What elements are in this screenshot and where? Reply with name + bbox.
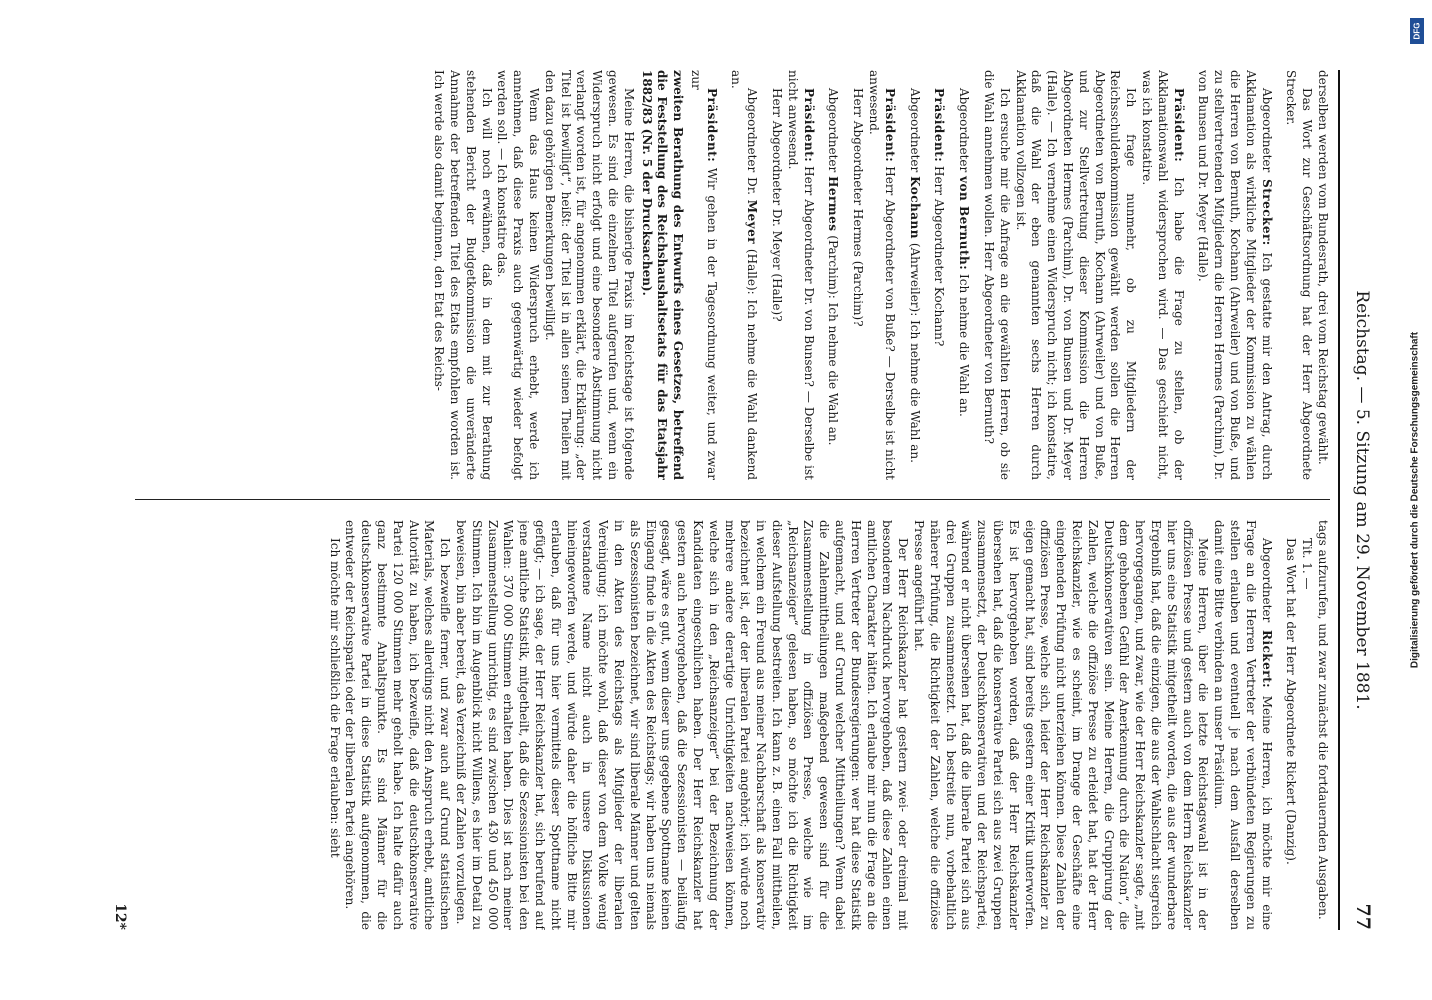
speech-paragraph — [1210, 520, 1273, 930]
scanned-page — [36, 25, 1396, 975]
speech-paragraph — [687, 70, 719, 480]
body-paragraph: Herr Abgeordneter Dr. Meyer (Halle)? — [770, 88, 785, 322]
body-paragraph: derselben werden vom Bundesrath, drei vom Reichstag gewählt. — [1316, 70, 1330, 465]
speech-text: Ich gestatte mir den Antrag, durch Akklamation als wirkliche Mitglieder der Kommission zu wählen die Herren von Bernuth, Kochann (Ahrweiler) und von Buße, und zu stellvertretenden Mitgliedern die Herren Hermes (Parchim), Dr. von Bunsen und Dr. Meyer (Halle). — [1196, 70, 1274, 480]
body-paragraph: Ich möchte mir schließlich die Frage erlauben: sieht — [327, 538, 342, 858]
speaker-prefix: Abgeordneter — [826, 88, 841, 177]
speaker-name: Präsident: — [1171, 88, 1186, 163]
speaker-name: Strecker: — [1259, 179, 1274, 246]
speaker-name: von Bernuth: — [957, 176, 972, 271]
body-paragraph: Meine Herren, die bisherige Praxis im Reichstage ist folgende gewesen. Es sind die einzelnen Titel aufgerufen und, wenn ein Widerspruch nicht erfolgt und eine besondere Abstimmung nicht verlangt worden ist, für angenommen erklärt, die Erklärung: „der Titel ist bewilligt“, heißt: der Titel ist in allen seinen Theilen mit den dazu gehörigen Bemerkungen bewilligt. — [542, 70, 636, 480]
header-rule — [1338, 70, 1340, 930]
speaker-prefix: Abgeordneter — [957, 88, 972, 177]
speaker-prefix: Abgeordneter — [907, 88, 922, 177]
speaker-prefix: Abgeordneter — [1259, 88, 1274, 180]
speaker-name: Rickert: — [1259, 629, 1274, 689]
speech-paragraph — [1195, 70, 1274, 480]
speech-paragraph — [784, 70, 816, 480]
digitization-credit — [1402, 10, 1428, 990]
column-divider — [135, 499, 1330, 500]
dfg-logo — [1410, 18, 1424, 44]
paragraph-gap — [1274, 520, 1283, 930]
speech-text: (Parchim): Ich nehme die Wahl an. — [826, 231, 841, 446]
paragraph-gap — [1186, 70, 1195, 480]
page-number: 77 — [1352, 903, 1374, 930]
speaker-name: Präsident: — [801, 88, 816, 163]
body-paragraph: Meine Herren, über die letzte Reichstagswahl ist in der offiziösen Presse und gestern auch von dem Herrn Reichskanzler hier uns eine Statistik mitgetheilt worden, die aus der wunderbare Ergebniß hat, daß die einzigen, die aus der Wahlschlacht siegreich hervorgegangen, und zwar, wie der Herr Reichskanzler sagte, „mit dem gehobenen Gefühl der Anerkennung durch die Nation“, die Deutschkonservativen sein. Meine Herren, die Gruppirung der Zahlen, welche die offiziöse Presse zu erleidet hat, hat der Herr Reichskanzler, wie es scheint, im Drange der Geschäfte eine eingehenden Prüfung nicht unterziehen können. Diese Zahlen der offiziösen Presse, welche sich, leider der Herr Reichskanzler zu eigen gemacht hat, sind bereits gestern einer Kritik unterworfen. Es ist hervorgehoben worden, daß der Herr Reichskanzler übersehen hat, daß die konservative Partei sich aus zwei Gruppen zusammensetzt, der Deutschkonservativen und der Reichspartei, während er nicht übersehen hat, daß die liberale Partei sich aus drei Gruppen zusammensetzt. Ich bestreite nun, vorbehaltlich näherer Prüfung, die Richtigkeit der Zahlen, welche die offiziöse Presse angeführt hat. — [912, 520, 1211, 930]
body-paragraph: Ich frage nunmehr, ob zu Mitgliedern der Reichsschuldenkommission gewählt werden sollen die Herren Abgeordneten von Bernuth, Kochann (Ahrweiler) und von Buße, und zur Stellvertretung dieser Kommission die Herren Abgeordneten Hermes (Parchim), Dr. von Bunsen und Dr. Meyer (Halle). — Ich vernehme einen Widerspruch nicht; ich konstatire, daß die Wahl der eben genannten sechs Herren durch Akklamation vollzogen ist. — [1013, 70, 1139, 480]
running-title: Reichstag. — 5. Sitzung am 29. November 1881. — [1352, 290, 1372, 710]
body-paragraph: Der Herr Reichskanzler hat gestern zwei- oder dreimal mit besonderem Nachdruck hervorgehoben, daß diese Zahlen einen amtlichen Charakter hätten. Ich erlaube mir nun die Frage an die Herren Vertreter der Bundesregierungen: wer hat diese Statistik aufgemacht, und auf Grund welcher Mittheilungen? Wenn dabei die Zahlenmittheilungen maßgebend gewesen sind für die Zusammenstellung in offiziösen Presse, welche wie im „Reichsanzeiger“ gelesen haben, so möchte ich die Richtigkeit dieser Aufstellung bestreiten. Ich kann z. B. einen Fall mittheilen, in welchem ein Freund aus meiner Nachbarschaft als konservativ bezeichnet ist, der der liberalen Partei angehört; ich würde noch mehrere andere derartige Unrichtigkeiten nachweisen können, welche sich in den „Reichsanzeiger“ bei der Bezeichnung der Kandidaten eingeschlichen haben. Der Herr Reichskanzler hat gestern auch hervorgehoben, daß die Sezessionisten — beiläufig gesagt, wäre es gut, wenn dieser uns gegebene Spottname keinen Eingang finde in die Akten des Reichstags; wir haben uns niemals als Sezessionisten bezeichnet, wir sind liberale Männer und gelten in den Akten des Reichstags als Mitglieder der liberalen Vereinigung; ich möchte wohl, daß dieser von dem Volke wenig verstandene Name nicht auch in unsere Diskussionen hineingeworfen werde, und würde daher die höfliche Bitte mir erlauben, daß für uns hier vermittels dieser Spottname nicht gefügt; — ich sage, der Herr Reichskanzler hat, sich berufend auf jene amtliche Statistik, mitgetheilt, daß die Sezessionisten bei den Wahlen: 370 000 Stimmen erhalten haben. Dies ist nach meiner Zusammenstellung unrichtig, es sind zwischen 430 und 450 000 Stimmen. Ich bin im Augenblick nicht Willens, es hier im Detail zu beweisen, bin aber bereit, das Verzeichniß der Zahlen vorzulegen. — [453, 520, 911, 930]
body-paragraph: Das Wort hat der Herr Abgeordnete Rickert (Danzig). — [1284, 538, 1299, 865]
body-paragraph: Ich ersuche mir die Anfrage an die gewählten Herren, ob sie die Wahl annehmen wollen. Herr Abgeordneter von Bernuth? — [982, 70, 1012, 480]
body-paragraph: Wenn das Haus keinen Widerspruch erhebt, werde ich annehmen, daß diese Praxis auch gegenwärtig wieder befolgt werden soll. — Ich konstatire das. — [495, 70, 541, 480]
speech-text: Herr Abgeordneter Dr. von Bunsen? — Derselbe ist nicht anwesend. — [785, 70, 816, 480]
paragraph-gap — [946, 70, 955, 480]
speaker-name: Hermes — [826, 176, 841, 232]
speech-paragraph — [728, 70, 760, 480]
paragraph-gap — [897, 70, 906, 480]
speech-text: (Halle): Ich nehme die Wahl dankend an. — [729, 70, 760, 480]
agenda-heading: zweiten Berathung des Entwurfs eines Gesetzes, betreffend die Feststellung des Reichshaushaltsetats für das Etatsjahr 1882/83 (Nr. 5 der Drucksachen). — [639, 70, 686, 480]
speech-text: Herr Abgeordneter von Buße? — Derselbe ist nicht anwesend. — [867, 70, 897, 480]
speaker-name: Präsident: — [704, 88, 719, 163]
paragraph-gap — [840, 70, 849, 480]
speech-paragraph — [865, 70, 897, 480]
speech-text: Herr Abgeordneter Kochann? — [932, 162, 947, 347]
speech-text: Ich habe die Frage zu stellen, ob der Akklamationswahl widersprochen wird. — Das geschieht nicht, was ich konstatire. — [1140, 70, 1186, 480]
speaker-prefix: Abgeordneter Dr. — [745, 88, 760, 200]
page-header — [1348, 70, 1374, 930]
body-paragraph: Ich bezweifle ferner, und zwar auch auf Grund statistischen Materials, welches allerdings nicht den Anspruch erhebt, amtliche Autorität zu haben, ich bezweifle, daß die deutschkonservative Partei 120 000 Stimmen mehr geholt habe. Ich halte dafür auch ganz bestimmte Anhaltspunkte. Es sind Männer für die deutschkonservative Partei in diese Statistik aufgenommen, die entweder der Reichspartei oder der liberalen Partei angehören. — [343, 520, 453, 930]
sheet-signature: 12* — [112, 903, 128, 930]
paragraph-gap — [971, 70, 980, 480]
speech-paragraph — [825, 70, 841, 480]
speaker-name: Präsident: — [932, 88, 947, 163]
speech-text: Wir gehen in der Tagesordnung weiter, und zwar zur — [688, 70, 719, 480]
left-column — [130, 70, 1330, 480]
speaker-name: Präsident: — [882, 88, 897, 163]
paragraph-gap — [719, 70, 728, 480]
body-paragraph: Das Wort zur Geschäftsordnung hat der Herr Abgeordnete Strecker. — [1284, 70, 1315, 480]
speech-paragraph — [906, 70, 922, 480]
speech-text: (Ahrweiler): Ich nehme die Wahl an. — [907, 239, 922, 463]
speech-paragraph — [955, 70, 971, 480]
speech-text: Ich nehme die Wahl an. — [957, 270, 972, 417]
body-paragraph: Ich will noch erwähnen, daß in dem mit zur Berathung stehenden Bericht der Budgetkommission die unveränderte Annahme der betreffenden Titel des Etats empfohlen worden ist. Ich werde also damit beginnen, den Etat des Reichs- — [432, 70, 494, 480]
speech-paragraph — [1138, 70, 1185, 480]
credit-text: Digitalisierung gefördert durch die Deutsche Forschungsgemeinschaft — [1409, 331, 1421, 669]
speaker-prefix: Abgeordneter — [1259, 538, 1274, 630]
speaker-name: Meyer — [745, 199, 760, 245]
paragraph-gap — [922, 70, 931, 480]
speech-paragraph — [931, 70, 947, 480]
dfg-logo-text: DFG — [1412, 22, 1422, 40]
body-paragraph: Herr Abgeordneter Hermes (Parchim)? — [851, 88, 866, 327]
paragraph-gap — [759, 70, 768, 480]
body-paragraph: Tit. 1. — — [1300, 538, 1315, 590]
speech-text: Meine Herren, ich möchte mir eine Frage an die Herren Vertreter der verbündeten Regierungen zu stellen erlauben und eventuell je nach dem Ausfall derselben damit eine Bitte verbinden an unser Präsidium. — [1212, 520, 1274, 930]
speaker-name: Kochann — [907, 176, 922, 240]
body-paragraph: tags aufzurufen, und zwar zunächst die fortdauernden Ausgaben. — [1316, 520, 1330, 920]
right-column — [130, 520, 1330, 930]
paragraph-gap — [1274, 70, 1283, 480]
paragraph-gap — [816, 70, 825, 480]
